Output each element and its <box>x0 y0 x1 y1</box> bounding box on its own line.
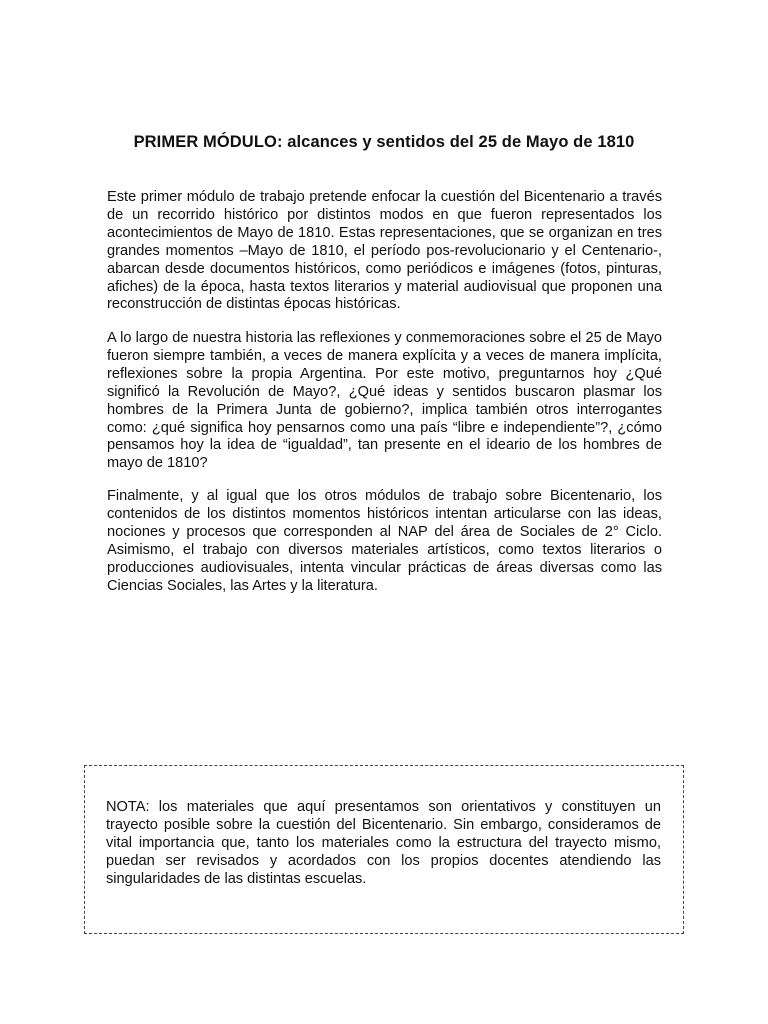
paragraph-intro: Este primer módulo de trabajo pretende enfocar la cuestión del Bicentenario a través de un recorrido histórico por distintos modos en que fueron representados los acontecimientos de Mayo de 1810. Estas representaciones, que se organizan en tres grandes momentos –Mayo de 1810, el período pos-revolucionario y el Centenario-, abarcan desde documentos históricos, como periódicos e imágenes (fotos, pinturas, afiches) de la época, hasta textos literarios y material audiovisual que proponen una reconstrucción de distintas épocas históricas. <box>107 189 662 313</box>
paragraph-reflections: A lo largo de nuestra historia las reflexiones y conmemoraciones sobre el 25 de Mayo fueron siempre también, a veces de manera explícita y a veces de manera implícita, reflexiones sobre la propia Argentina. Por este motivo, preguntarnos hoy ¿Qué significó la Revolución de Mayo?, ¿Qué ideas y sentidos buscaron plasmar los hombres de la Primera Junta de gobierno?, implica también otros interrogantes como: ¿qué significa hoy pensarnos como una país “libre e independiente”?, ¿cómo pensamos hoy la idea de “igualdad”, tan presente en el ideario de los hombres de mayo de 1810? <box>107 330 662 472</box>
note-box <box>84 765 684 934</box>
page-title: PRIMER MÓDULO: alcances y sentidos del 25 de Mayo de 1810 <box>133 133 635 151</box>
paragraph-contents: Finalmente, y al igual que los otros módulos de trabajo sobre Bicentenario, los contenidos de los distintos momentos históricos intentan articularse con las ideas, nociones y procesos que corresponden al NAP del área de Sociales de 2° Ciclo. Asimismo, el trabajo con diversos materiales artísticos, como textos literarios o producciones audiovisuales, intenta vincular prácticas de áreas diversas como las Ciencias Sociales, las Artes y la literatura. <box>107 488 662 594</box>
note-text: NOTA: los materiales que aquí presentamos son orientativos y constituyen un trayecto posible sobre la cuestión del Bicentenario. Sin embargo, consideramos de vital importancia que, tanto los materiales como la estructura del trayecto mismo, puedan ser revisados y acordados con los propios docentes atendiendo las singularidades de las distintas escuelas. <box>106 799 661 887</box>
